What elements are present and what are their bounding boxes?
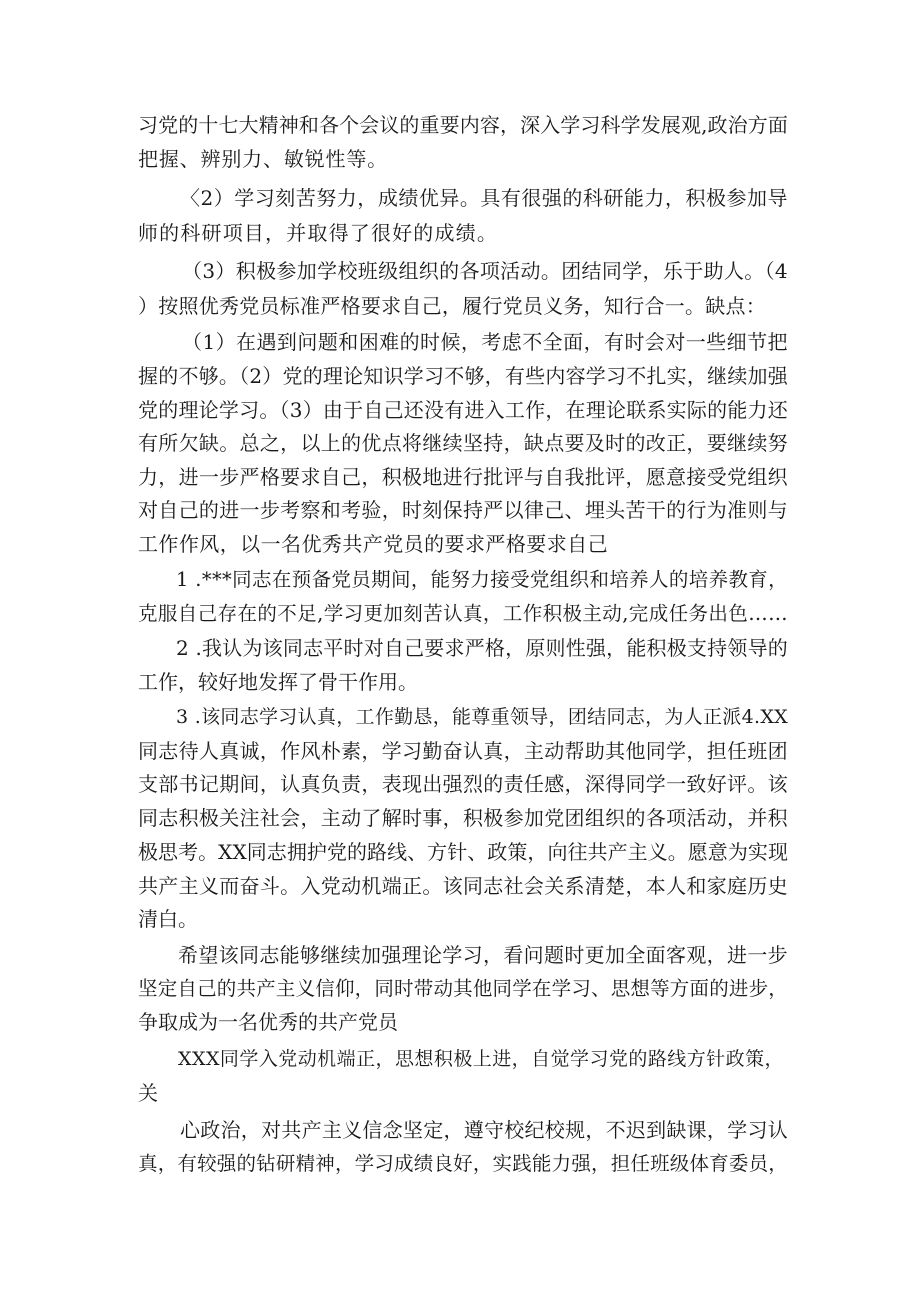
text-line: 党的理论学习。（3）由于自己还没有进入工作，在理论联系实际的能力还 — [138, 398, 788, 422]
text-line: 极思考。XX同志拥护党的路线、方针、政策，向往共产主义。愿意为实现 — [138, 840, 788, 864]
text-line: 希望该同志能够继续加强理论学习，看问题时更加全面客观，进一步 — [178, 943, 788, 967]
text-line: 握的不够。（2）党的理论知识学习不够，有些内容学习不扎实，继续加强 — [138, 364, 788, 388]
text-line: 对自己的进一步考察和考验，时刻保持严以律己、埋头苦干的行为准则与 — [138, 498, 788, 522]
text-line: 工作，较好地发挥了骨干作用。 — [138, 670, 418, 694]
text-line: 争取成为一名优秀的共产党员 — [138, 1010, 398, 1034]
text-line: （1）在遇到问题和困难的时候，考虑不全面，有时会对一些细节把 — [182, 330, 788, 354]
text-line: XXX同学入党动机端正，思想积极上进，自觉学习党的路线方针政策， — [178, 1048, 784, 1070]
text-line: 支部书记期间，认真负责，表现出强烈的责任感，深得同学一致好评。该 — [138, 772, 788, 796]
text-line: 3 .该同志学习认真，工作勤恳，能尊重领导，团结同志，为人正派4.XX — [176, 706, 788, 728]
text-line: 克服自己存在的不足,学习更加刻苦认真，工作积极主动,完成任务出色…… — [138, 602, 788, 625]
text-line: 同志待人真诚，作风朴素，学习勤奋认真，主动帮助其他同学，担任班团 — [138, 739, 788, 763]
text-line: 2 .我认为该同志平时对自己要求严格，原则性强，能积极支持领导的 — [176, 636, 788, 660]
text-line: 共产主义而奋斗。入党动机端正。该同志社会关系清楚，本人和家庭历史 — [138, 874, 788, 898]
text-line: 把握、辨别力、敏锐性等。 — [138, 147, 388, 171]
text-line: 坚定自己的共产主义信仰，同时带动其他同学在学习、思想等方面的进步， — [138, 977, 788, 1000]
text-line: 工作作风，以一名优秀共产党员的要求严格要求自己 — [138, 532, 608, 556]
text-line: 心政治，对共产主义信念坚定，遵守校纪校规，不迟到缺课，学习认 — [180, 1118, 788, 1142]
text-line: ）按照优秀党员标准严格要求自己，履行党员义务，知行合一。缺点： — [138, 294, 766, 318]
text-line: 清白。 — [138, 907, 198, 931]
text-line: 习党的十七大精神和各个会议的重要内容，深入学习科学发展观,政治方面 — [138, 113, 788, 137]
text-line: 同志积极关注社会，主动了解时事，积极参加党团组织的各项活动，并积 — [138, 806, 788, 830]
text-line: 师的科研项目，并取得了很好的成绩。 — [138, 221, 498, 245]
text-line: 有所欠缺。总之，以上的优点将继续坚持，缺点要及时的改正，要继续努 — [138, 431, 788, 455]
text-line: 力，进一步严格要求自己，积极地进行批评与自我批评，愿意接受党组织 — [138, 465, 788, 489]
text-line: （3）积极参加学校班级组织的各项活动。团结同学，乐于助人。（4 — [182, 259, 788, 283]
text-line: 关 — [138, 1081, 158, 1105]
text-line: 〈2）学习刻苦努力，成绩优异。具有很强的科研能力，积极参加导 — [180, 186, 788, 210]
text-line: 1 .***同志在预备党员期间，能努力接受党组织和培养人的培养教育， — [176, 568, 788, 591]
text-line: 真，有较强的钻研精神，学习成绩良好，实践能力强，担任班级体育委员， — [138, 1152, 788, 1175]
